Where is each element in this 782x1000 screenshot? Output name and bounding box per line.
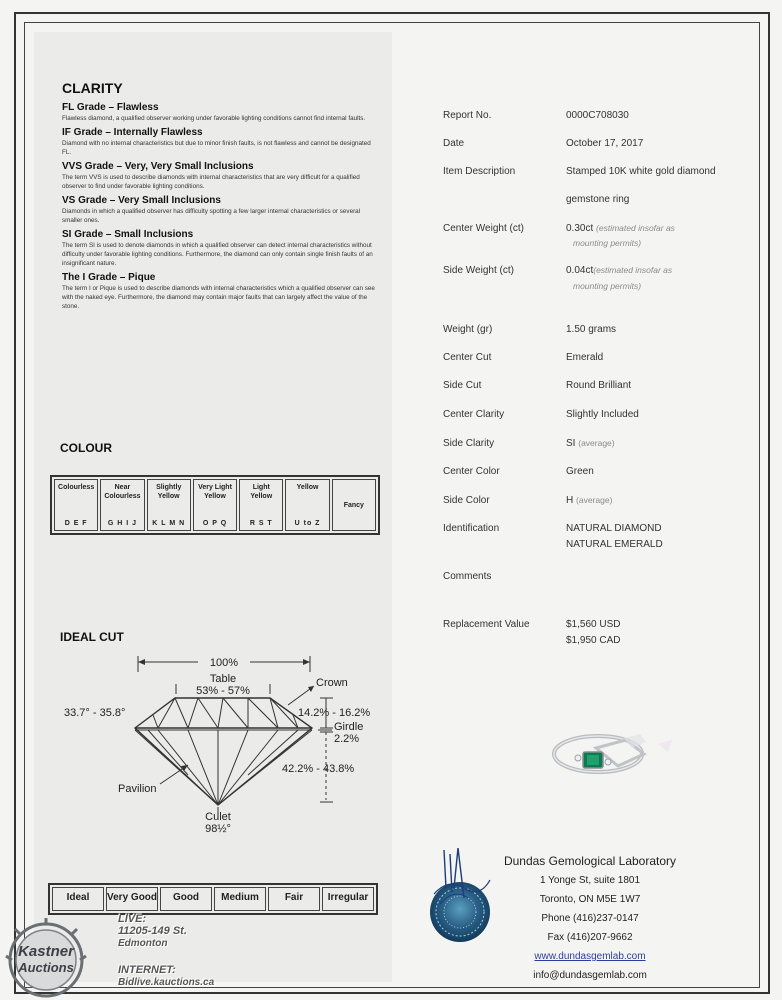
diagram-pavilion-label: Pavilion (118, 783, 157, 795)
diagram-crown-label: Crown (316, 677, 348, 689)
diagram-crown-height: 14.2% - 16.2% (298, 707, 371, 719)
diagram-culet-value: 98½° (205, 823, 231, 835)
side-weight-value (566, 265, 672, 276)
clarity-grade-description: The term SI is used to denote diamonds in which a qualified observer can detect internal characteristics without difficulty under favorable lighting conditions. Furthermore, the diamond can only contain single finish faults of an insignificant nature. (62, 242, 373, 267)
cut-grade-cell: Good (160, 887, 212, 911)
colour-scale-label: Colourless (58, 484, 95, 491)
watermark-live-label: LIVE: (118, 913, 147, 925)
ideal-cut-title: IDEAL CUT (60, 630, 124, 644)
center-color-label: Center Color (443, 466, 500, 477)
center-cut-label: Center Cut (443, 352, 492, 363)
lab-address-line2: Toronto, ON M5E 1W7 (539, 894, 641, 905)
clarity-grade-item (62, 102, 378, 123)
lab-contact-block (480, 852, 700, 985)
diagram-girdle-value: 2.2% (334, 733, 360, 745)
colour-title: COLOUR (60, 441, 112, 455)
clarity-grade-heading: FL Grade – Flawless (62, 102, 159, 113)
kastner-logo-line2: Auctions (18, 960, 74, 975)
date-value: October 17, 2017 (566, 138, 644, 149)
cut-grade-cell: Irregular (322, 887, 374, 911)
colour-scale-label: Light Yellow (250, 484, 273, 500)
side-weight-note: (estimated insofar as (593, 265, 673, 275)
lab-email[interactable]: info@dundasgemlab.com (533, 970, 647, 981)
report-no-label: Report No. (443, 110, 492, 121)
colour-scale-cell (285, 479, 329, 531)
center-clarity-label: Center Clarity (443, 409, 505, 420)
replacement-value-usd: $1,560 USD (566, 619, 621, 630)
clarity-grade-heading: SI Grade – Small Inclusions (62, 229, 194, 240)
identification-label: Identification (443, 523, 500, 534)
side-color-value (566, 495, 612, 506)
ring-photo (548, 718, 676, 788)
center-clarity-value: Slightly Included (566, 409, 639, 420)
colour-scale-cell (100, 479, 144, 531)
colour-scale-grades: U to Z (294, 520, 321, 527)
cut-grade-cell: Very Good (106, 887, 158, 911)
watermark-address-line1: 11205-149 St. (118, 925, 187, 937)
colour-scale-cell (147, 479, 191, 531)
lab-name: Dundas Gemological Laboratory (503, 854, 677, 868)
lab-address-line1: 1 Yonge St, suite 1801 (539, 875, 641, 886)
center-cut-value: Emerald (566, 352, 604, 363)
clarity-grade-item (62, 161, 378, 191)
side-cut-label: Side Cut (443, 380, 482, 391)
clarity-grade-description: Diamonds in which a qualified observer has difficulty spotting a few larger internal characteristics or several smaller ones. (62, 208, 361, 224)
clarity-title: CLARITY (62, 80, 123, 96)
clarity-grade-description: The term VVS is used to describe diamonds with internal characteristics that are very difficult for a qualified observer to find under favorable lighting conditions. (62, 174, 360, 190)
colour-scale-cell (193, 479, 237, 531)
colour-scale-grades: D E F (64, 520, 88, 527)
clarity-grade-heading: VVS Grade – Very, Very Small Inclusions (62, 161, 254, 172)
watermark-address-line2: Edmonton (118, 938, 168, 949)
side-color-note: (average) (576, 495, 613, 505)
clarity-grade-item (62, 127, 378, 157)
colour-scale-grades: K L M N (152, 520, 186, 527)
lab-website-link[interactable]: www.dundasgemlab.com (534, 951, 646, 962)
clarity-grade-description: Flawless diamond, a qualified observer working under favorable lighting conditions cannot find internal faults. (62, 115, 366, 122)
item-description-value-line1: Stamped 10K white gold diamond (566, 166, 716, 177)
side-color-grade: H (566, 495, 574, 506)
colour-scale-cell (54, 479, 98, 531)
clarity-grade-item (62, 272, 378, 311)
kastner-logo-line1: Kastner (18, 943, 74, 960)
center-weight-label: Center Weight (ct) (443, 223, 524, 234)
colour-scale-label: Near Colourless (104, 484, 141, 500)
diagram-width-label: 100% (209, 657, 239, 669)
lab-phone: Phone (416)237-0147 (541, 913, 639, 924)
diagram-culet-label: Culet (205, 811, 231, 823)
clarity-grade-heading: VS Grade – Very Small Inclusions (62, 195, 221, 206)
diagram-girdle-label: Girdle (334, 721, 364, 733)
replacement-value-label: Replacement Value (443, 619, 530, 630)
clarity-grade-item (62, 195, 378, 225)
colour-scale-cell (239, 479, 283, 531)
center-weight-note-line2: mounting permits) (573, 238, 642, 248)
diagram-table-label: Table (209, 673, 237, 685)
identification-value-line2: NATURAL EMERALD (566, 539, 663, 550)
colour-scale-cell (332, 479, 376, 531)
clarity-grade-description: Diamond with no internal characteristics but due to minor finish faults, is not flawless and cannot be designated FL. (62, 140, 371, 156)
colour-scale-label: Yellow (296, 484, 319, 491)
weight-label: Weight (gr) (443, 324, 493, 335)
diagram-crown-angle: 33.7° - 35.8° (64, 707, 126, 719)
clarity-grade-heading: The I Grade – Pique (62, 272, 156, 283)
center-weight-value (566, 223, 675, 234)
side-weight-note-line2: mounting permits) (573, 281, 642, 291)
side-clarity-value (566, 438, 615, 449)
clarity-grade-description: The term I or Pique is used to describe diamonds with internal characteristics which a qualified observer can see with the naked eye. Furthermore, the diamond may contain major faults that can largely affect the value of the stone. (62, 285, 375, 310)
item-description-label: Item Description (443, 166, 516, 177)
date-label: Date (443, 138, 465, 149)
colour-scale-label: Very Light Yellow (198, 484, 232, 500)
comments-label: Comments (443, 571, 492, 582)
watermark-internet-site: Bidlive.kauctions.ca (118, 977, 215, 988)
side-clarity-grade: SI (566, 438, 576, 449)
colour-scale-label: Fancy (343, 501, 364, 509)
side-weight-label: Side Weight (ct) (443, 265, 514, 276)
colour-scale-grades: O P Q (202, 520, 228, 527)
center-color-value: Green (566, 466, 594, 477)
cut-grade-cell: Ideal (52, 887, 104, 911)
cut-grade-cell: Medium (214, 887, 266, 911)
side-color-label: Side Color (443, 495, 490, 506)
side-cut-value: Round Brilliant (566, 380, 632, 391)
side-clarity-label: Side Clarity (443, 438, 495, 449)
side-weight-amount: 0.04ct (566, 265, 594, 276)
diagram-pavilion-depth: 42.2% - 43.8% (282, 763, 355, 775)
diagram-table-range: 53% - 57% (196, 685, 250, 697)
colour-scale-label: Slightly Yellow (156, 484, 182, 500)
identification-value-line1: NATURAL DIAMOND (566, 523, 662, 534)
colour-scale-table (50, 475, 380, 535)
item-description-value-line2: gemstone ring (566, 194, 630, 205)
clarity-grade-item (62, 229, 378, 268)
cut-grade-table (48, 883, 378, 915)
center-weight-amount: 0.30ct (566, 223, 594, 234)
colour-scale-grades: G H I J (107, 520, 138, 527)
colour-scale-grades: R S T (249, 520, 273, 527)
report-no-value: 0000C708030 (566, 110, 629, 121)
weight-value: 1.50 grams (566, 324, 617, 335)
center-weight-note: (estimated insofar as (596, 223, 675, 233)
side-clarity-note: (average) (578, 438, 615, 448)
clarity-grade-list (62, 98, 378, 311)
cut-grade-cell: Fair (268, 887, 320, 911)
clarity-grade-heading: IF Grade – Internally Flawless (62, 127, 203, 138)
diamond-proportions-diagram (48, 650, 388, 840)
lab-fax: Fax (416)207-9662 (547, 932, 633, 943)
replacement-value-cad: $1,950 CAD (566, 635, 621, 646)
watermark-internet-label: INTERNET: (118, 964, 176, 976)
